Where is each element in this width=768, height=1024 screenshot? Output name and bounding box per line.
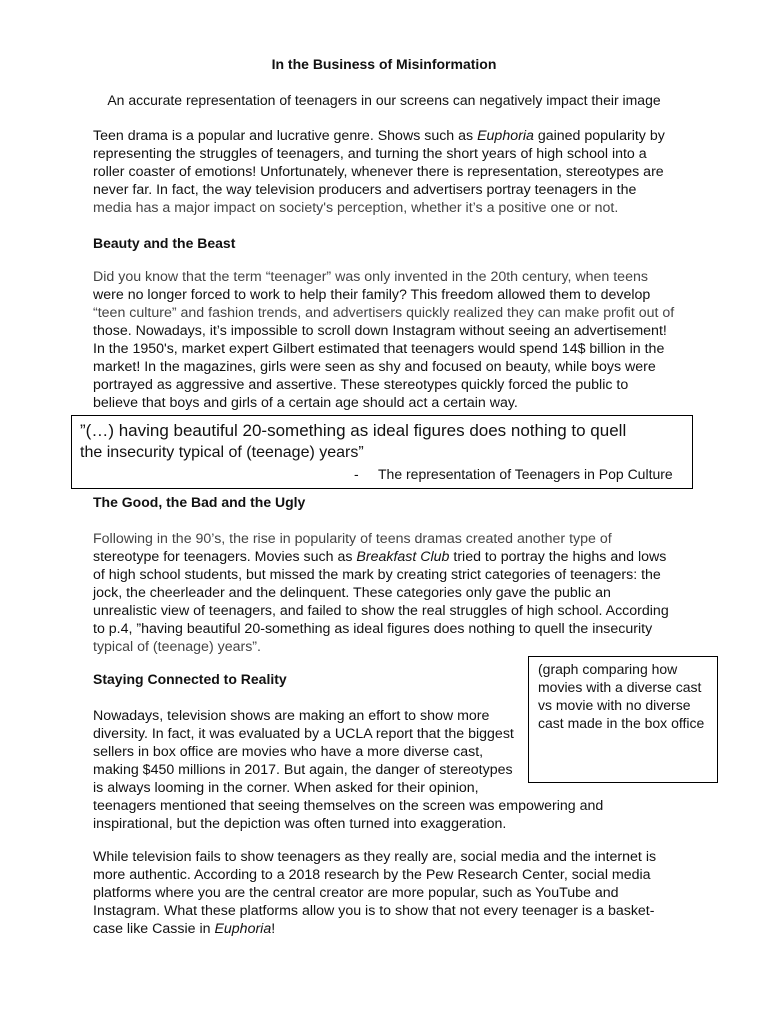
text-line: media has a major impact on society's perception, whether it’s a positive one or not. [93, 200, 619, 216]
text-line: Following in the 90’s, the rise in popularity of teens dramas created another type of [93, 531, 612, 547]
graph-note-line: vs movie with no diverse [538, 697, 691, 713]
text-line: diversity. In fact, it was evaluated by a UCLA report that the biggest [93, 726, 514, 742]
text-line: representing the struggles of teenagers, and turning the short years of high school into a [93, 146, 647, 162]
text-line: inspirational, but the depiction was often turned into exaggeration. [93, 816, 507, 832]
source-dash: - [354, 466, 359, 482]
section-heading-beauty: Beauty and the Beast [93, 235, 236, 251]
text-line: jock, the cheerleader and the delinquent. These categories only gave the public an [93, 585, 611, 601]
text-line: unrealistic view of teenagers, and failed to show the real struggles of high school. According [93, 603, 669, 619]
document-subtitle: An accurate representation of teenagers in our screens can negatively impact their image [107, 92, 661, 108]
text-line: portrayed as aggressive and assertive. These stereotypes quickly forced the public to [93, 377, 629, 393]
text-line: teenagers mentioned that seeing themselves on the screen was empowering and [93, 798, 604, 814]
text-line: case like Cassie in Euphoria! [93, 921, 276, 937]
text-line: platforms where you are the central creator are more popular, such as YouTube and [93, 885, 619, 901]
graph-note-line: movies with a diverse cast [538, 679, 702, 695]
intro-paragraph [93, 127, 693, 217]
section-heading-good-bad-ugly: The Good, the Bad and the Ugly [93, 494, 306, 510]
section1-paragraph [93, 268, 693, 412]
closing-paragraph [93, 848, 693, 938]
text-line: Did you know that the term “teenager” was only invented in the 20th century, when teens [93, 269, 648, 285]
text-line: of high school students, but missed the mark by creating strict categories of teenagers: the [93, 567, 661, 583]
text-line: Instagram. What these platforms allow you is to show that not every teenager is a basket- [93, 903, 655, 919]
text-line: typical of (teenage) years”. [93, 639, 261, 655]
pull-quote-line-2: the insecurity typical of (teenage) years” [80, 444, 364, 461]
text-line: those. Nowadays, it’s impossible to scroll down Instagram without seeing an advertisement! [93, 323, 667, 339]
source-text: The representation of Teenagers in Pop Culture [378, 466, 673, 482]
text-line: more authentic. According to a 2018 research by the Pew Research Center, social media [93, 867, 651, 883]
text-line: stereotype for teenagers. Movies such as Breakfast Club tried to portray the highs and lows [93, 549, 667, 565]
section3-paragraph [93, 707, 713, 833]
text-line: Nowadays, television shows are making an effort to show more [93, 708, 490, 724]
document-title: In the Business of Misinformation [271, 56, 497, 72]
text-line: “teen culture” and fashion trends, and advertisers quickly realized they can make profit out of [93, 305, 675, 321]
text-line: is always looming in the corner. When asked for their opinion, [93, 780, 479, 796]
graph-note-line: (graph comparing how [538, 661, 678, 677]
text-line: In the 1950's, market expert Gilbert estimated that teenagers would spend 14$ billion in the [93, 341, 665, 357]
text-line: making $450 millions in 2017. But again, the danger of stereotypes [93, 762, 513, 778]
text-line: to p.4, ”having beautiful 20-something as ideal figures does nothing to quell the insecurity [93, 621, 653, 637]
text-line: market! In the magazines, girls were seen as shy and focused on beauty, while boys were [93, 359, 656, 375]
text-line: believe that boys and girls of a certain age should act a certain way. [93, 395, 518, 411]
text-line: Teen drama is a popular and lucrative genre. Shows such as Euphoria gained popularity by [93, 128, 665, 144]
pull-quote-line-1: ”(…) having beautiful 20-something as ideal figures does nothing to quell [80, 421, 627, 440]
text-line: never far. In fact, the way television producers and advertisers portray teenagers in the [93, 182, 637, 198]
text-line: were no longer forced to work to help their family? This freedom allowed them to develop [93, 287, 651, 303]
graph-note-line: cast made in the box office [538, 715, 705, 731]
pull-quote-source [354, 466, 673, 482]
text-line: sellers in box office are movies who have a more diverse cast, [93, 744, 484, 760]
text-line: roller coaster of emotions! Unfortunately, whenever there is representation, stereotypes are [93, 164, 664, 180]
section-heading-reality: Staying Connected to Reality [93, 671, 287, 687]
text-line: While television fails to show teenagers as they really are, social media and the internet is [93, 849, 657, 865]
section2-paragraph [93, 530, 693, 656]
